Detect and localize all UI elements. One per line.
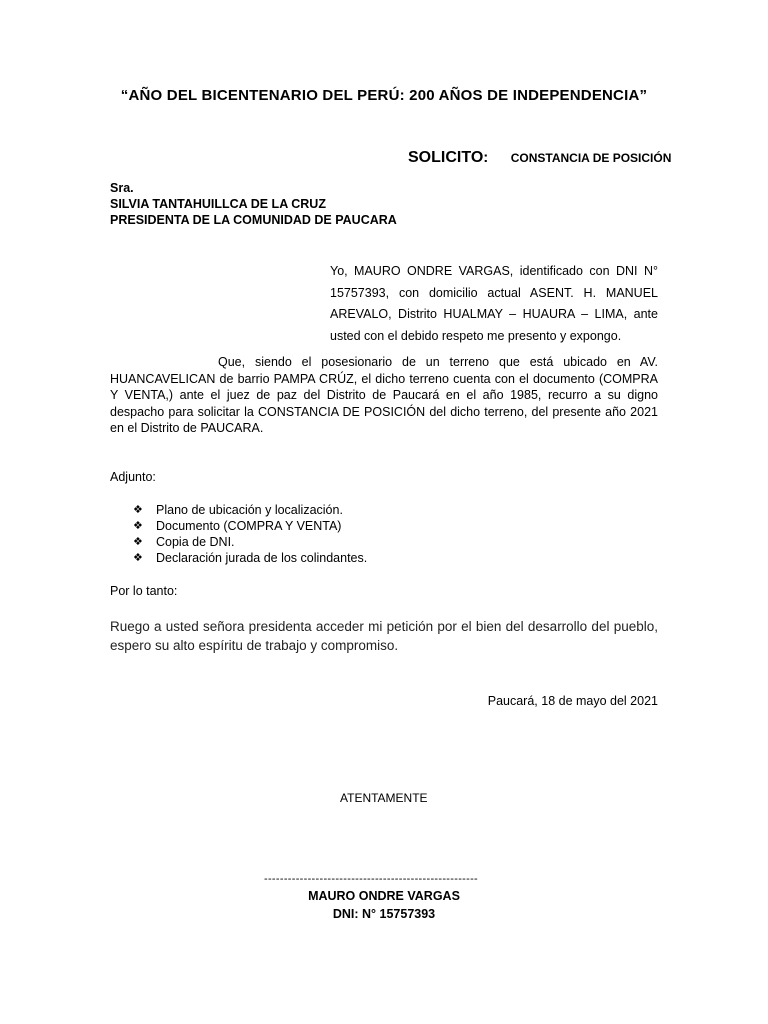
addressee-title: PRESIDENTA DE LA COMUNIDAD DE PAUCARA <box>110 213 397 227</box>
list-item <box>133 550 367 566</box>
attachment-text: Plano de ubicación y localización. <box>156 503 343 517</box>
solicito-colon: : <box>483 149 489 166</box>
solicito-line <box>408 149 672 167</box>
addressee-name: SILVIA TANTAHUILLCA DE LA CRUZ <box>110 197 326 211</box>
intro-paragraph: Yo, MAURO ONDRE VARGAS, identificado con DNI N° 15757393, con domicilio actual ASENT. H. MANUEL AREVALO, Distrito HUALMAY – HUAURA – LIMA, ante usted con el debido respeto me presento y expongo. <box>330 264 658 343</box>
list-item <box>133 534 367 550</box>
attachment-text: Copia de DNI. <box>156 535 235 549</box>
solicito-value: CONSTANCIA DE POSICIÓN <box>510 151 672 165</box>
adjunto-label: Adjunto: <box>110 470 156 484</box>
attachments-list <box>133 502 367 566</box>
diamond-bullet-icon: ❖ <box>133 520 143 532</box>
diamond-bullet-icon: ❖ <box>133 552 143 564</box>
addressee-salutation: Sra. <box>110 181 134 195</box>
list-item <box>133 518 367 534</box>
closing-paragraph: Ruego a usted señora presidenta acceder mi petición por el bien del desarrollo del pueblo, espero su alto espíritu de trabajo y compromiso. <box>110 619 658 653</box>
atentamente-label: ATENTAMENTE <box>340 791 428 805</box>
body-paragraph: Que, siendo el posesionario de un terreno que está ubicado en AV. HUANCAVELICAN de barrio PAMPA CRÚZ, el dicho terreno cuenta con el documento (COMPRA Y VENTA,) ante el juez de paz del Distrito de Paucará en el año 1985, recurro a su digno despacho para solicitar la CONSTANCIA DE POSICIÓN del dicho terreno, del presente año 2021 en el Distrito de PAUCARA. <box>110 355 658 435</box>
signature-dni: DNI: N° 15757393 <box>332 907 436 921</box>
signature-line: ------------------------------------------------------ <box>264 873 479 885</box>
document-heading: “AÑO DEL BICENTENARIO DEL PERÚ: 200 AÑOS DE INDEPENDENCIA” <box>120 87 648 104</box>
date-line: Paucará, 18 de mayo del 2021 <box>487 694 658 708</box>
addressee-block <box>110 180 397 228</box>
attachment-text: Documento (COMPRA Y VENTA) <box>156 519 342 533</box>
list-item <box>133 502 367 518</box>
diamond-bullet-icon: ❖ <box>133 536 143 548</box>
por-lo-tanto-label: Por lo tanto: <box>110 584 178 598</box>
diamond-bullet-icon: ❖ <box>133 504 143 516</box>
signature-name: MAURO ONDRE VARGAS <box>308 889 460 903</box>
attachment-text: Declaración jurada de los colindantes. <box>156 551 368 565</box>
solicito-label: SOLICITO <box>408 149 484 166</box>
